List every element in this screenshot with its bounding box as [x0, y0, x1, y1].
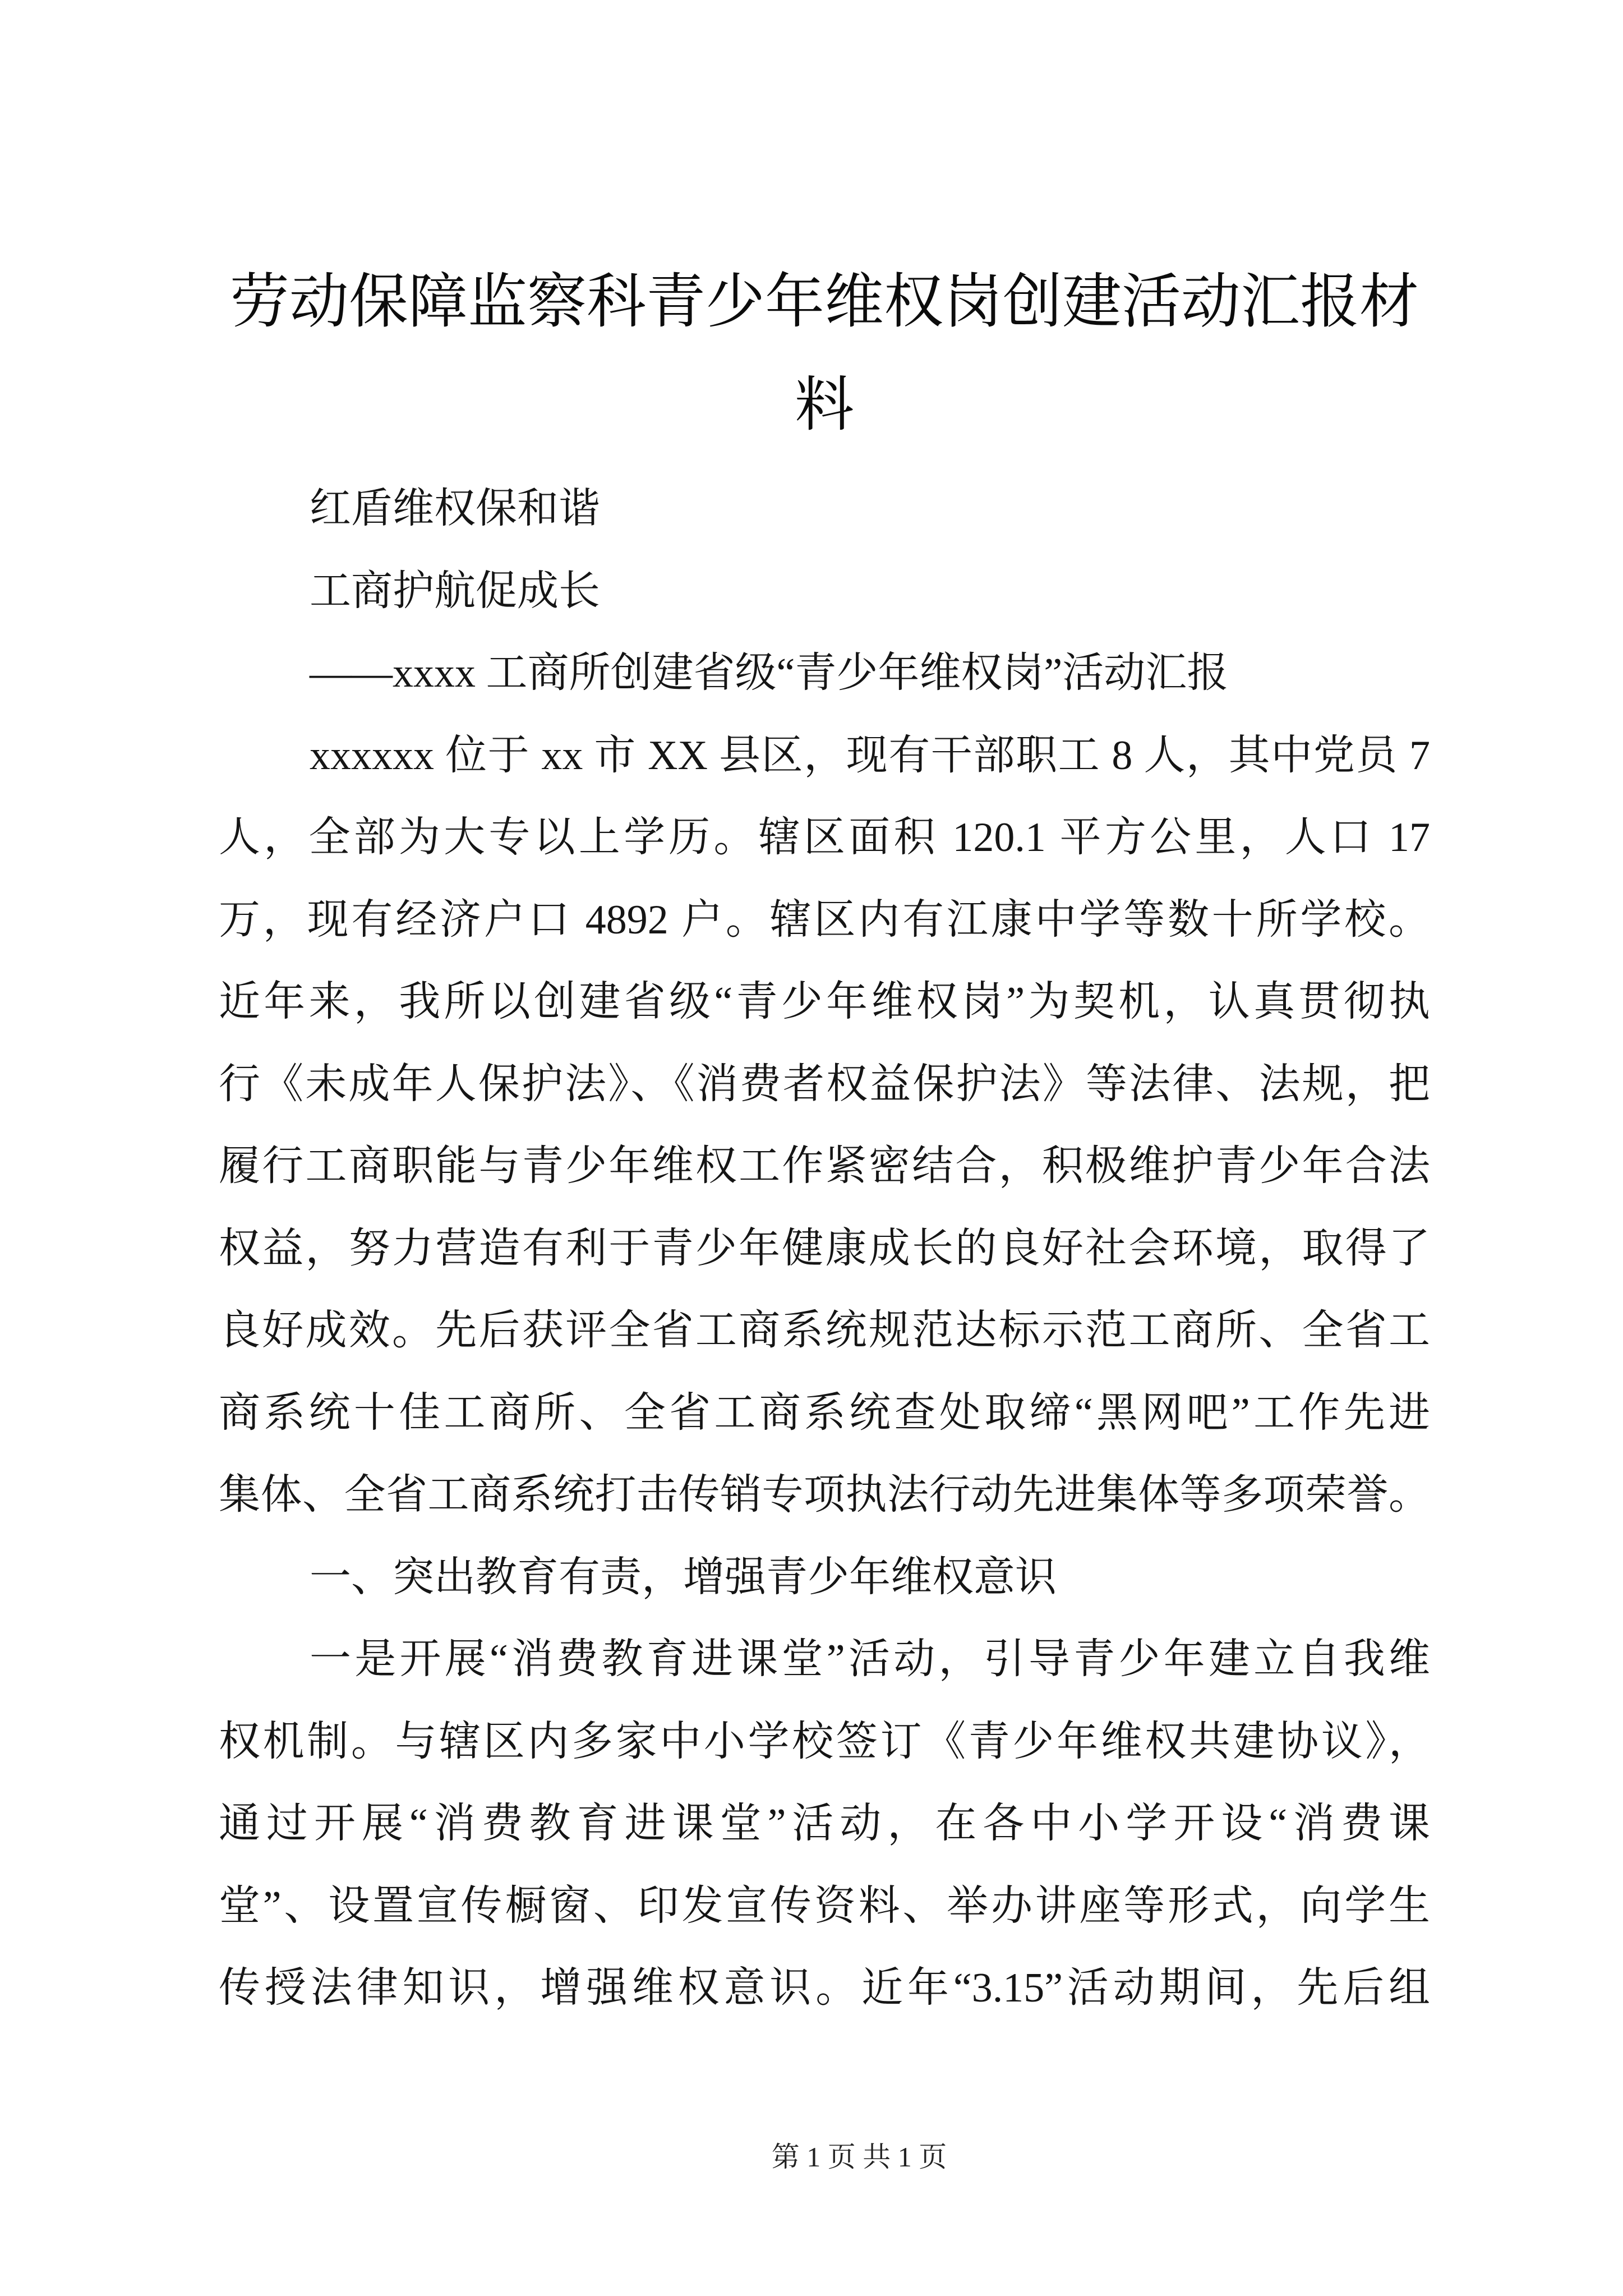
body-line: 履行工商职能与青少年维权工作紧密结合，积极维护青少年合法 [219, 1143, 1430, 1189]
subtitle-paragraph [219, 632, 1430, 715]
body-line: 权机制。与辖区内多家中小学校签订《青少年维权共建协议》， [219, 1718, 1430, 1765]
body-line: 权益，努力营造有利于青少年健康成长的良好社会环境，取得了 [219, 1225, 1430, 1272]
body-line: 通过开展“消费教育进课堂”活动，在各中小学开设“消费课 [219, 1801, 1430, 1847]
body-line: 行《未成年人保护法》、《消费者权益保护法》等法律、法规，把 [219, 1061, 1430, 1107]
body-line: 近年来，我所以创建省级“青少年维权岗”为契机，认真贯彻执 [219, 979, 1430, 1025]
document-body [219, 468, 1430, 2030]
body-line: 传授法律知识，增强维权意识。近年“3.15”活动期间，先后组 [219, 1965, 1430, 2011]
body-line: 集体、全省工商系统打击传销专项执法行动先进集体等多项荣誉。 [219, 1472, 1430, 1518]
body-line: xxxxxx 位于 xx 市 XX 县区，现有干部职工 8 人，其中党员 7 [310, 732, 1430, 779]
body-line: 商系统十佳工商所、全省工商系统查处取缔“黑网吧”工作先进 [219, 1389, 1430, 1436]
slogan-line: 工商护航促成长 [310, 568, 600, 614]
subtitle-line: ——xxxx 工商所创建省级“青少年维权岗”活动汇报 [310, 650, 1229, 696]
body-line: 人，全部为大专以上学历。辖区面积 120.1 平方公里，人口 17 [219, 815, 1430, 861]
slogan-paragraph [219, 550, 1430, 633]
body-line: 万，现有经济户口 4892 户。辖区内有江康中学等数十所学校。 [219, 896, 1430, 943]
slogan-paragraph [219, 468, 1430, 550]
section-heading [219, 1536, 1430, 1619]
section-heading-line: 一、突出教育有责，增强青少年维权意识 [310, 1554, 1057, 1600]
body-line: 良好成效。先后获评全省工商系统规范达标示范工商所、全省工 [219, 1308, 1430, 1354]
slogan-line: 红盾维权保和谐 [310, 486, 600, 532]
intro-paragraph [219, 715, 1430, 1536]
title-line: 料 [795, 372, 854, 438]
section-paragraph [219, 1618, 1430, 2030]
title-line: 劳动保障监察科青少年维权岗创建活动汇报材 [230, 269, 1419, 335]
body-line: 堂”、设置宣传橱窗、印发宣传资料、举办讲座等形式，向学生 [219, 1883, 1430, 1929]
document-title [219, 251, 1430, 457]
body-line: 一是开展“消费教育进课堂”活动，引导青少年建立自我维 [310, 1636, 1430, 1682]
page-footer [0, 2140, 1623, 2174]
page-number: 第 1 页 共 1 页 [771, 2141, 947, 2173]
